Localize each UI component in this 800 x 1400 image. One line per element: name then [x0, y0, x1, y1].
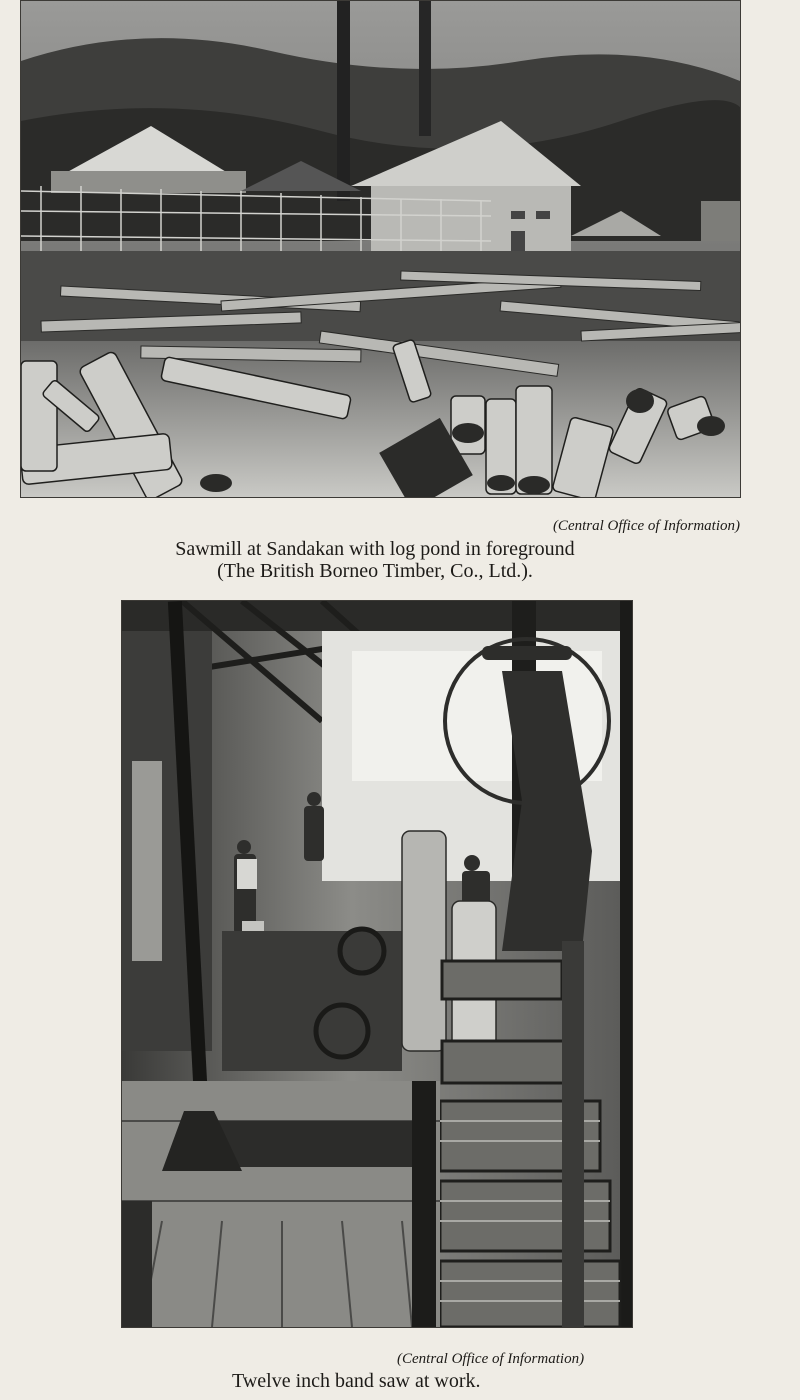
photo-caption [0, 538, 750, 582]
photo-caption-line: Sawmill at Sandakan with log pond in foreground [175, 538, 575, 560]
photo-credit: (Central Office of Information) [397, 1351, 585, 1367]
band-saw-photo [121, 600, 633, 1328]
photo-caption: Twelve inch band saw at work. [232, 1370, 481, 1392]
band-saw-image [122, 601, 632, 1327]
photo-caption-line: (The British Borneo Timber, Co., Ltd.). [217, 560, 533, 582]
sawmill-log-pond-photo [20, 0, 741, 498]
photo-credit: (Central Office of Information) [552, 518, 740, 534]
sawmill-log-pond-image [21, 1, 740, 497]
